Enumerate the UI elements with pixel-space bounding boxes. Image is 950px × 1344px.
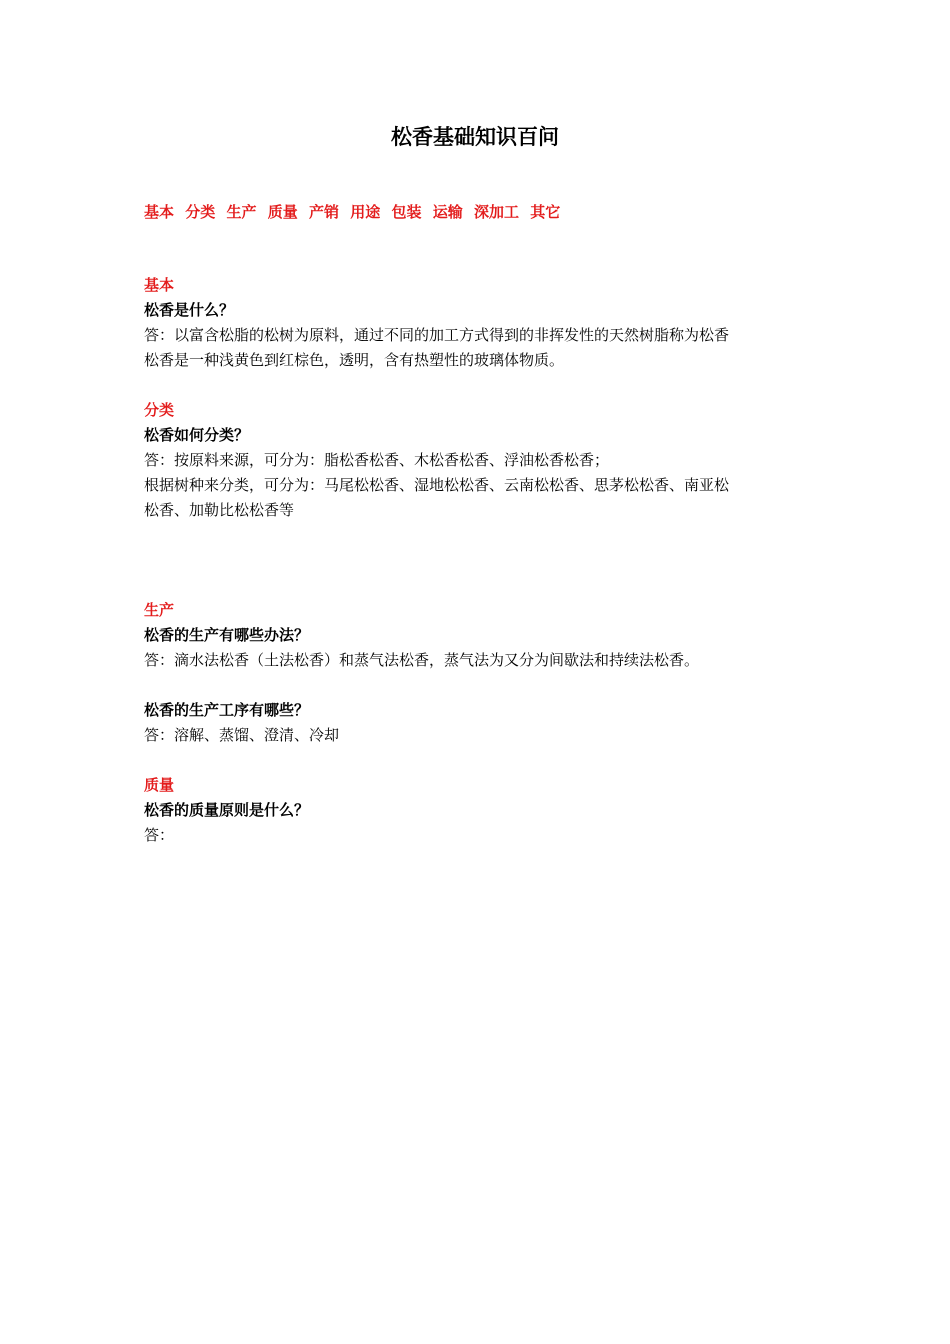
nav-link-packaging[interactable]: 包装	[391, 203, 422, 221]
answer: 根据树种来分类，可分为：马尾松松香、湿地松松香、云南松松香、思茅松松香、南亚松	[144, 476, 730, 494]
section-production	[144, 598, 824, 748]
answer: 答：溶解、蒸馏、澄清、冷却	[144, 726, 340, 744]
section-heading-production: 生产	[144, 601, 175, 619]
question: 松香的生产有哪些办法？	[144, 626, 310, 644]
section-heading-quality: 质量	[144, 776, 175, 794]
page-title: 松香基础知识百问	[391, 125, 559, 149]
nav-link-basic[interactable]: 基本	[144, 203, 175, 221]
answer: 答：以富含松脂的松树为原料，通过不同的加工方式得到的非挥发性的天然树脂称为松香	[144, 326, 730, 344]
section-quality	[144, 773, 824, 848]
nav-link-other[interactable]: 其它	[530, 203, 561, 221]
answer: 答：按原料来源，可分为：脂松香松香、木松香松香、浮油松香松香；	[144, 451, 610, 469]
question: 松香是什么？	[144, 301, 235, 319]
nav-link-sales[interactable]: 产销	[309, 203, 340, 221]
nav-link-deep-processing[interactable]: 深加工	[474, 203, 520, 221]
section-classification	[144, 398, 824, 523]
document-body	[144, 273, 824, 848]
answer: 答：	[144, 826, 175, 844]
question: 松香的质量原则是什么？	[144, 801, 310, 819]
answer: 松香是一种浅黄色到红棕色，透明，含有热塑性的玻璃体物质。	[144, 351, 565, 369]
nav-link-production[interactable]: 生产	[226, 203, 257, 221]
section-heading-basic: 基本	[144, 276, 175, 294]
nav-link-uses[interactable]: 用途	[350, 203, 381, 221]
nav-link-transport[interactable]: 运输	[432, 203, 463, 221]
question: 松香的生产工序有哪些？	[144, 701, 310, 719]
section-nav	[144, 199, 566, 225]
answer: 松香、加勒比松松香等	[144, 501, 295, 519]
section-heading-classification: 分类	[144, 401, 175, 419]
question: 松香如何分类？	[144, 426, 250, 444]
answer: 答：滴水法松香（土法松香）和蒸气法松香，蒸气法为又分为间歇法和持续法松香。	[144, 651, 700, 669]
nav-link-quality[interactable]: 质量	[267, 203, 298, 221]
nav-link-classification[interactable]: 分类	[185, 203, 216, 221]
section-basic	[144, 273, 824, 373]
